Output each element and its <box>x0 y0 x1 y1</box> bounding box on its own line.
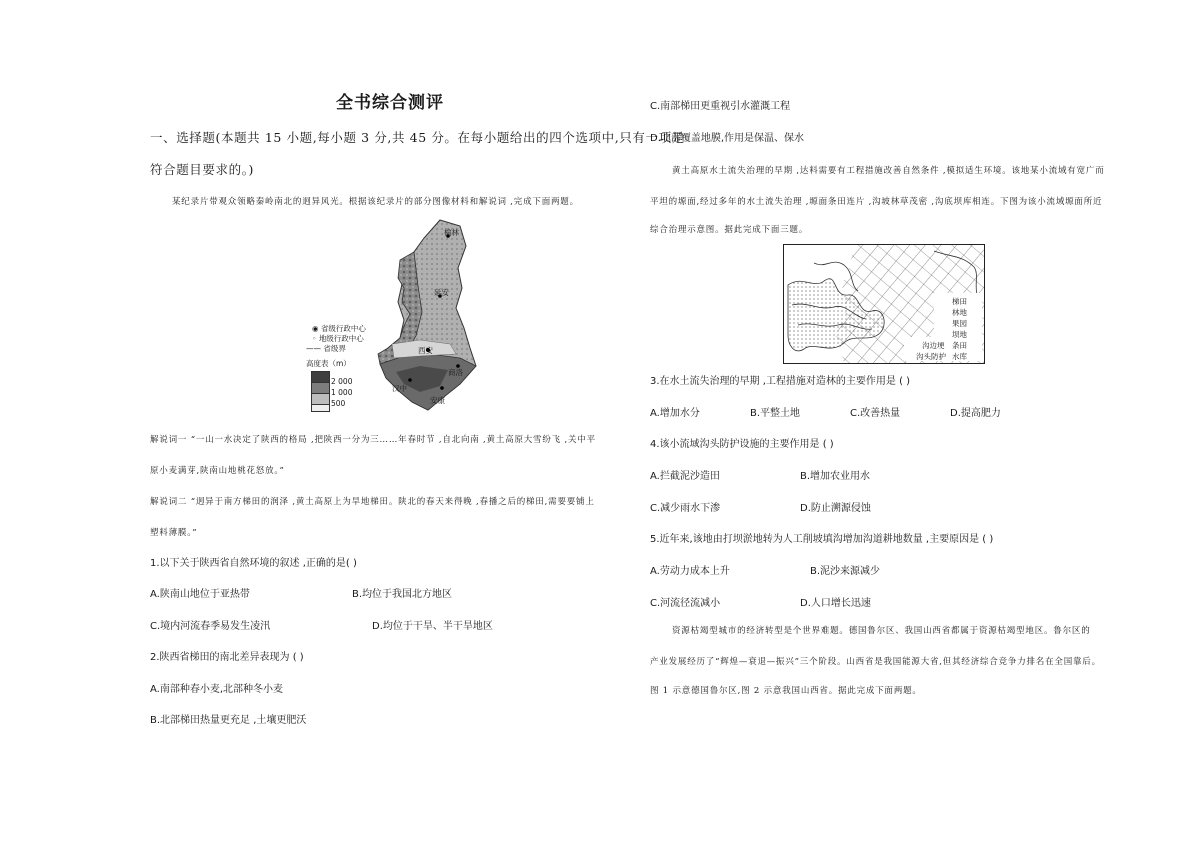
fig-legend-orchard: 果园 <box>952 319 967 328</box>
legend-prefecture-center: ◦ 地级行政中心 <box>312 334 364 343</box>
legend-level-1: 2 000 <box>331 377 353 386</box>
legend-swatch-base <box>311 404 330 412</box>
q5-option-a[interactable]: A.劳动力成本上升 <box>650 566 730 577</box>
q1-option-d[interactable]: D.均位于干旱、半干旱地区 <box>372 621 493 632</box>
q1-option-c[interactable]: C.境内河流春季易发生凌汛 <box>150 621 271 632</box>
passage3-line2: 产业发展经历了“辉煌—衰退—振兴”三个阶段。山西省是我国能源大省,但其经济综合竞争力排名在全国靠后。 <box>650 657 1101 667</box>
legend-level-2: 1 000 <box>331 388 353 397</box>
shaanxi-map <box>300 216 500 412</box>
map-label-yanan: 延安 <box>434 288 449 297</box>
legend-provincial-center: ◉ 省级行政中心 <box>312 324 366 333</box>
q3-option-b[interactable]: B.平整土地 <box>750 408 801 419</box>
q2-option-c[interactable]: C.南部梯田更重视引水灌溉工程 <box>650 101 791 112</box>
q2-option-d[interactable]: D.北部覆盖地膜,作用是保温、保水 <box>650 133 805 144</box>
q4-option-c[interactable]: C.减少雨水下渗 <box>650 503 721 514</box>
commentary1-line1: 解说词一 “一山一水决定了陕西的格局 ,把陕西一分为三……年春时节 ,自北向南 ,黄土高原大雪纷飞 ,关中平 <box>150 435 596 445</box>
legend-prefecture-center-label: 地级行政中心 <box>318 334 364 343</box>
section-heading-line1: 一、选择题(本题共 15 小题,每小题 3 分,共 45 分。在每小题给出的四个选项中,只有一项是 <box>150 130 685 145</box>
map-label-xian: 西安 <box>418 346 433 355</box>
q4-option-d[interactable]: D.防止溯源侵蚀 <box>800 503 871 514</box>
q3-stem: 3.在水土流失治理的早期 ,工程措施对造林的主要作用是 ( ) <box>650 376 911 387</box>
fig-legend-strip: 条田 <box>952 341 967 350</box>
passage3-line3: 图 1 示意德国鲁尔区,图 2 示意我国山西省。据此完成下面两题。 <box>650 686 922 696</box>
q3-option-a[interactable]: A.增加水分 <box>650 408 700 419</box>
q1-option-b[interactable]: B.均位于我国北方地区 <box>352 589 453 600</box>
section-heading-line2: 符合题目要求的。) <box>150 162 255 177</box>
legend-level-3: 500 <box>331 399 346 408</box>
q5-option-c[interactable]: C.河流径流减小 <box>650 598 721 609</box>
commentary2-line1: 解说词二 “迥异于南方梯田的润泽 ,黄土高原上为旱地梯田。陕北的春天来得晚 ,春播之后的梯田,需要要铺上 <box>150 497 595 507</box>
fig-legend-dam: 坝地 <box>952 330 967 339</box>
q4-stem: 4.该小流域沟头防护设施的主要作用是 ( ) <box>650 439 834 450</box>
q2-option-a[interactable]: A.南部种春小麦,北部种冬小麦 <box>150 684 284 695</box>
watershed-figure <box>783 244 985 364</box>
q5-option-b[interactable]: B.泥沙来源减少 <box>810 566 881 577</box>
q2-option-b[interactable]: B.北部梯田热量更充足 ,土壤更肥沃 <box>150 715 307 726</box>
page-title: 全书综合测评 <box>336 93 444 113</box>
q4-option-b[interactable]: B.增加农业用水 <box>800 471 871 482</box>
map-label-yulin: 榆林 <box>444 228 459 237</box>
q1-option-a[interactable]: A.陕南山地位于亚热带 <box>150 589 250 600</box>
commentary2-line2: 塑料薄膜。” <box>150 528 198 538</box>
map-label-hanzhong: 汉中 <box>392 384 407 393</box>
q1-stem: 1.以下关于陕西省自然环境的叙述 ,正确的是( ) <box>150 558 357 569</box>
legend-elevation-title: 高度表（m） <box>306 359 351 368</box>
legend-boundary: —— 省级界 <box>306 344 346 353</box>
fig-legend-forest: 林地 <box>952 308 967 317</box>
q3-option-d[interactable]: D.提高肥力 <box>950 408 1001 419</box>
passage3-line1: 资源枯竭型城市的经济转型是个世界难题。德国鲁尔区、我国山西省都属于资源枯竭型地区。鲁尔区的 <box>672 626 1091 636</box>
passage2-line3: 综合治理示意图。据此完成下面三题。 <box>650 225 809 235</box>
map-label-shangluo: 商洛 <box>448 368 463 377</box>
q5-option-d[interactable]: D.人口增长迅速 <box>800 598 871 609</box>
commentary1-line2: 原小麦满芽,陕南山地桃花怒放。” <box>150 466 285 476</box>
q2-stem: 2.陕西省梯田的南北差异表现为 ( ) <box>150 652 304 663</box>
legend-provincial-center-label: 省级行政中心 <box>320 324 366 333</box>
fig-legend-reservoir: 水库 <box>952 352 967 361</box>
q3-option-c[interactable]: C.改善热量 <box>850 408 901 419</box>
legend-boundary-label: 省级界 <box>323 344 346 353</box>
fig-legend-gully-edge: 沟边埂 <box>922 341 945 350</box>
map-label-ankang: 安康 <box>430 396 445 405</box>
passage2-line2: 平坦的塬面,经过多年的水土流失治理 ,塬面条田连片 ,沟坡林草茂密 ,沟底坝库相连。下图为该小流域塬面所近 <box>650 197 1103 207</box>
intro-text: 某纪录片带观众领略秦岭南北的迥异风光。根据该纪录片的部分图像材料和解说词 ,完成下面两题。 <box>172 197 579 207</box>
q5-stem: 5.近年来,该地由打坝淤地转为人工削坡填沟增加沟道耕地数量 ,主要原因是 ( ) <box>650 534 994 545</box>
fig-legend-terrace: 梯田 <box>952 297 967 306</box>
fig-legend-gully-head: 沟头防护 <box>916 352 946 361</box>
q4-option-a[interactable]: A.拦截泥沙造田 <box>650 471 720 482</box>
passage2-line1: 黄土高原水土流失治理的早期 ,达料需要有工程措施改善自然条件 ,模拟适生环境。该地某小流域有宽广而 <box>672 166 1105 176</box>
